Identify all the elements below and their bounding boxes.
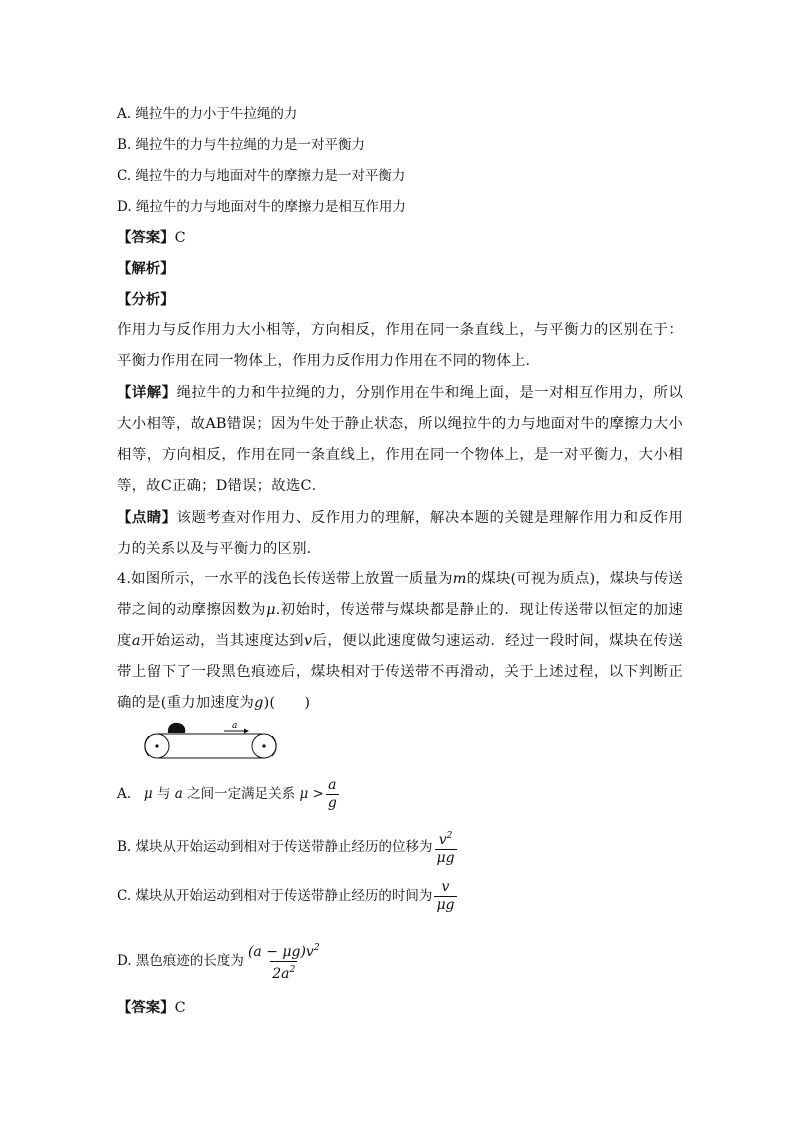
q4-stem-part: 后，便以此速度做匀速运动．经过一段时间，煤块在传送带上留下了一段黑色痕迹后，煤块相对于传送带不再滑动，关于上述过程，以下判断正确的是(重力加速度为 (117, 633, 683, 711)
coal-block (168, 723, 185, 733)
relation: μ > (299, 786, 324, 802)
answer-value: C (174, 230, 186, 246)
q4-answer-line (117, 998, 186, 1018)
q4-stem-part: )( ) (263, 695, 311, 711)
fraction-numerator (246, 940, 322, 961)
right-pulley-axle (262, 744, 265, 747)
opt-text: B. 煤块从开始运动到相对于传送带静止经历的位移为 (117, 839, 433, 855)
den-exponent: 2 (289, 965, 296, 975)
fenxi-text: 作用力与反作用力大小相等，方向相反，作用在同一条直线上，与平衡力的区别在于：平衡力作用在同一物体上，作用力反作用力作用在不同的物体上． (117, 322, 683, 369)
fraction-track-length (246, 940, 322, 983)
var-mu: μ (143, 786, 153, 802)
q4-option-a (117, 777, 341, 817)
comment-paragraph (117, 502, 683, 565)
arrow-head (244, 729, 249, 734)
q4-stem-part: .初始时，传送带与煤块都是静止的．现让传送带以恒定的加速度 (117, 602, 683, 649)
num-exponent: 2 (446, 831, 453, 841)
var-m: m (452, 571, 467, 587)
num-base: v (438, 832, 447, 848)
accel-label: a (232, 721, 238, 731)
var-a: a (174, 786, 183, 802)
fraction-numerator: a (328, 777, 337, 793)
comment-text: 该题考查对作用力、反作用力的理解，解决本题的关键是理解作用力和反作用力的关系以及与平衡力的区别． (117, 510, 683, 557)
opt-text: 之间一定满足关系 (187, 786, 296, 802)
detail-text: 绳拉牛的力和牛拉绳的力，分别作用在牛和绳上面，是一对相互作用力，所以大小相等，故AB错误；因为牛处于静止状态，所以绳拉牛的力与地面对牛的摩擦力大小相等，方向相反，作用在同一条直线上，作用在同一个物体上，是一对平衡力，大小相等，故C正确；D错误；故选C． (117, 385, 683, 494)
q4-option-b (117, 828, 459, 868)
q4-stem-part: 开始运动，当其速度达到 (140, 633, 304, 649)
conveyor-belt-figure (140, 718, 285, 760)
comment-tag: 【点睛】 (117, 509, 177, 526)
answer-tag: 【答案】 (117, 229, 175, 246)
fraction-v-over-mug (434, 879, 456, 914)
detail-paragraph (117, 377, 683, 502)
var-v: v (303, 633, 313, 649)
q4-stem-part: 4.如图所示，一水平的浅色长传送带上放置一质量为 (117, 571, 453, 587)
q4-option-d (117, 940, 324, 980)
opt-text: C. 煤块从开始运动到相对于传送带静止经历的时间为 (117, 888, 433, 904)
analysis-tag: 【解析】 (117, 260, 175, 277)
opt-text: 与 (157, 786, 171, 802)
fraction-denominator: g (327, 795, 337, 811)
q4-stem-part: 的煤块(可视为质点)，煤块与传送带之间的动摩擦因数为 (117, 571, 683, 618)
option-a: A. 绳拉牛的力小于牛拉绳的力 (117, 106, 298, 122)
q4-stem (117, 564, 683, 719)
answer-value: C (174, 1000, 186, 1016)
num-base: (a − μg)v (247, 944, 314, 960)
fraction-denominator: μg (436, 850, 455, 866)
num-exponent: 2 (313, 943, 320, 953)
detail-tag: 【详解】 (117, 384, 177, 401)
fraction-v2-over-mug (435, 828, 457, 867)
fraction-denominator (270, 961, 297, 983)
option-b: B. 绳拉牛的力与牛拉绳的力是一对平衡力 (117, 137, 366, 153)
var-a: a (131, 633, 141, 649)
var-g: g (254, 695, 264, 711)
option-d: D. 绳拉牛的力与地面对牛的摩擦力是相互作用力 (117, 199, 406, 215)
left-pulley-axle (155, 744, 158, 747)
opt-text: D. 黑色痕迹的长度为 (117, 953, 244, 969)
fraction-numerator: v (441, 879, 450, 895)
den-base: 2a (272, 966, 290, 982)
fraction-denominator: μg (436, 897, 455, 913)
var-mu: μ (266, 602, 276, 618)
answer-line (117, 228, 186, 248)
answer-tag: 【答案】 (117, 999, 175, 1016)
fenxi-tag: 【分析】 (117, 291, 175, 308)
fraction-numerator (437, 828, 455, 849)
q4-option-c (117, 879, 459, 919)
option-c: C. 绳拉牛的力与地面对牛的摩擦力是一对平衡力 (117, 168, 406, 184)
fraction-a-over-g (326, 777, 339, 812)
opt-label: A. (117, 786, 132, 802)
